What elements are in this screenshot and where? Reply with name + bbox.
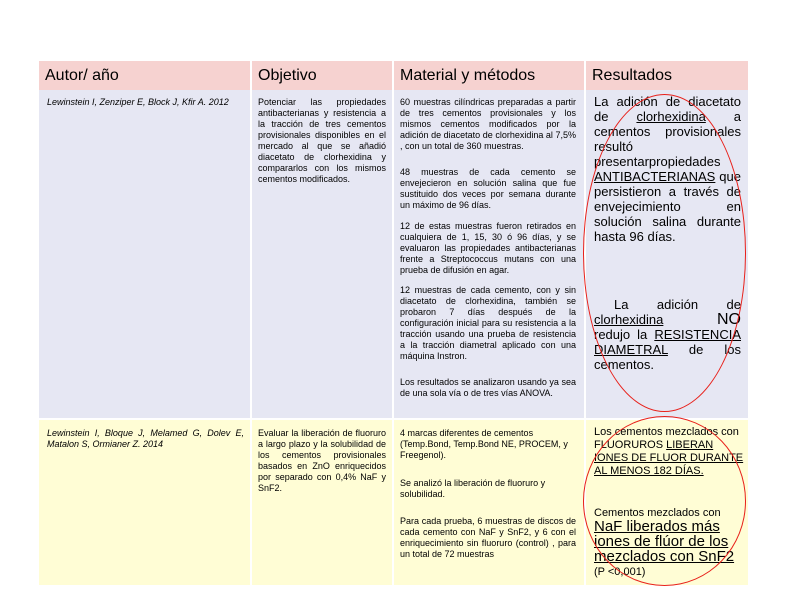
row1-author: Lewinstein I, Zenziper E, Block J, Kfir A. 2012 xyxy=(47,97,229,107)
row1-objective: Potenciar las propiedades antibacterianas y resistencia a la tracción de tres cementos provisionales disponibles en el mercado al que se añadió diacetato de clorhexidina y compararlos con los mismos cementos modificados. xyxy=(258,97,386,184)
header-objective: Objetivo xyxy=(252,61,394,90)
row2-result-naf: Cementos mezclados con NaF liberados más iones de flúor de los mezclados con SnF2 (P <0,001) xyxy=(594,507,735,578)
row1-result-antibacterial: La adición de diacetato de clorhexidina a cementos provisionales resultó presentarpropiedades ANTIBACTERIANAS que persistieron a través de envejecimiento en solución salina durante hasta 96 días. xyxy=(594,94,742,244)
header-results: Resultados xyxy=(586,61,748,90)
row1-result-resistance: La adición de clorhexidina NO redujo la RESISTENCIA DIAMETRAL de los cementos. xyxy=(594,297,741,372)
row2-objective: Evaluar la liberación de fluoruro a largo plazo y la solubilidad de los cementos provisionales basados en ZnO enriquecidos por separado con 0,4% NaF y SnF2. xyxy=(258,428,386,493)
row1-methods: 60 muestras cilíndricas preparadas a partir de tres cementos provisionales y los mismos cementos modificados por la adición de diacetato de clorhexidina al 7,5% , con un total de 360 muestras. 48 muestras de cada cemento se envejecieron en solución salina que fue sustituido dos veces por semana durante un máximo de 96 días. 12 de estas muestras fueron retirados en cualquiera de 1, 15, 30 ó 96 días, y se evaluaron las propiedades antibacterianas frente a Streptococcus mutans con una prueba de difusión en agar. 12 muestras de cada cemento, con y sin diacetato de clorhexidina, también se probaron 7 días después de la configuración inicial para su resistencia a la tracción usando una prueba de resistencia a la tracción diametral aplicado con una máquina Instron. Los resultados se analizaron usando ya sea de una sola vía o de tres vías ANOVA. xyxy=(400,97,576,398)
header-methods: Material y métodos xyxy=(394,61,586,90)
row2-methods: 4 marcas diferentes de cementos (Temp.Bond, Temp.Bond NE, PROCEM, y Freegenol). Se analizó la liberación de fluoruro y solubilidad. Para cada prueba, 6 muestras de discos de cada cemento con NaF y SnF2, y 6 con el enriquecimiento sin fluoruro (control) , para un total de 72 muestras xyxy=(400,428,576,559)
header-author: Autor/ año xyxy=(39,61,252,90)
row2-author: Lewinstein I, Bloque J, Melamed G, Dolev E, Matalon S, Ormianer Z. 2014 xyxy=(47,428,244,449)
highlight-ellipse-2 xyxy=(583,416,746,586)
highlight-ellipse-1 xyxy=(583,94,746,412)
row2-result-fluoride: Los cementos mezclados con FLUORUROS LIBERAN IONES DE FLUOR DURANTE AL MENOS 182 DÍAS. xyxy=(594,426,744,477)
